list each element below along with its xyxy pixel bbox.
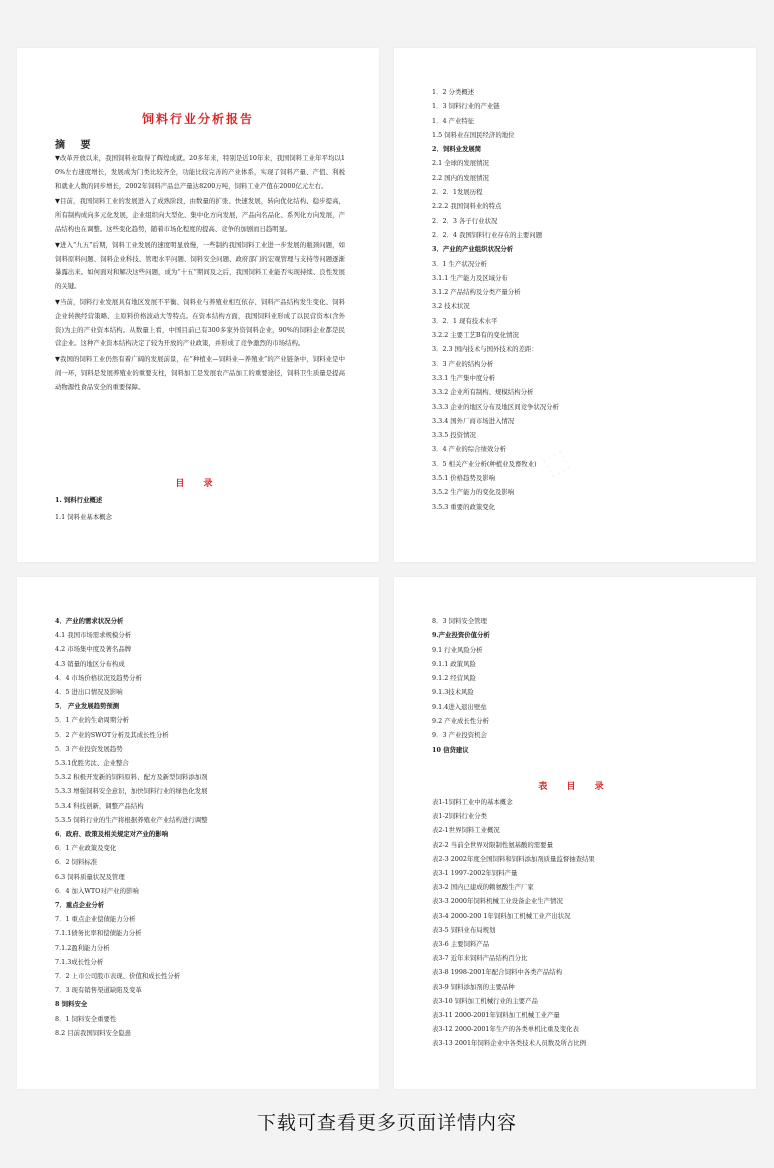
toc-item: 5.3.1优胜劣汰、企业整合 — [55, 759, 129, 768]
toc-item: 9．3 产业投资机会 — [432, 731, 487, 740]
document-page-4 — [394, 577, 756, 1089]
toc-list — [55, 614, 208, 1040]
toc-item: 10 信贷建议 — [432, 745, 469, 754]
toc-item: 5.3.4 科技创新，调整产品结构 — [55, 801, 144, 810]
toc-list — [432, 614, 490, 757]
toc-item: 9.2 产业成长性分析 — [432, 717, 489, 726]
toc-item: 9.1.2 经营风险 — [432, 674, 476, 683]
toc-item: 3.3.3 企业的地区分布及地区间竞争状况分析 — [432, 402, 559, 411]
toc-item: 5． 产业发展趋势预测 — [55, 702, 120, 711]
toc-item: 9.1.1 政策风险 — [432, 659, 476, 668]
toc-item: 5.3.2 积极开发新的饲料原料、配方及新型饲料添加剂 — [55, 773, 208, 782]
toc-item: 3.5.1 价格趋势及影响 — [432, 474, 496, 483]
toc-item: 3.5.3 重要的政策变化 — [432, 502, 496, 511]
report-title: 饲料行业分析报告 — [141, 112, 254, 126]
table-list-item: 表3-5 饲料业布局规划 — [432, 925, 496, 934]
toc-item: 4.1 我国市场需求规模分析 — [55, 631, 132, 640]
toc-item: 3.3.1 生产集中度分析 — [432, 373, 496, 382]
abstract-heading: 摘 要 — [55, 140, 97, 151]
toc-item: 9.1.4进入退出壁垒 — [432, 702, 487, 711]
toc-item: 3.3.5 投资情况 — [432, 431, 476, 440]
toc-item: 3．5 相关产业分析(种植业及畜牧业) — [432, 459, 537, 468]
toc-item: 5．3 产业投资发展趋势 — [55, 744, 123, 753]
toc-item: 1. 饲料行业概述 — [55, 496, 103, 504]
toc-item: 3．产业的产业组织状况分析 — [432, 245, 514, 254]
toc-item: 3．3 产业的结构分析 — [432, 359, 494, 368]
table-list-item: 表3-3 2000年饲料机械工业设备企业生产情况 — [432, 897, 563, 906]
abstract-paragraph: ▼进入“九五”后期，饲料工业发展的速度明显放慢，一些制约我国饲料工业进一步发展的瓶颈问题，如饲料原料问题、饲料企业科技、管理水平问题、饲料安全问题、政府部门的宏观管理与支持等问题逐渐暴露出来。如何面对和解决这些问题，成为“十五”期间及之后，我国饲料工业能否实现持续、良性发展的关键。 — [55, 240, 345, 291]
toc-item: 3.2 技术状况 — [432, 302, 470, 311]
toc-item: 9.1 行业风险分析 — [432, 645, 483, 654]
table-list-item: 表3-13 2001年饲料企业中各类技术人员数及所占比例 — [432, 1039, 587, 1048]
toc-item: 3.5.2 生产能力的变化及影响 — [432, 488, 515, 497]
toc-item: 4.2 市场集中度及著名品牌 — [55, 645, 132, 654]
table-list-item: 表3-4 2000-200 1年饲料加工机械工业产出状况 — [432, 911, 571, 920]
abstract-paragraph: ▼我国的饲料工业仍然有着广阔的发展前景，在“种植业—饲料业—养殖业”的产业链条中，饲料业是中间一环，饲料是发展养殖业的重要支柱，饲料加工是发展农产品加工的重要途径，饲料卫生质量是提高动物源性食品安全的重要保障。 — [55, 355, 345, 391]
toc-item: 6．1 产业政策及变化 — [55, 844, 117, 853]
toc-item: 4.3 销量的地区分布构成 — [55, 659, 125, 668]
table-list-item: 表3-8 1998-2001年配合饲料中各类产品结构 — [432, 968, 563, 977]
toc-item: 8 饲料安全 — [55, 1000, 88, 1009]
toc-list — [432, 85, 559, 514]
toc-item: 5.3.5 饲料行业的生产将根据养殖业产业结构进行调整 — [55, 815, 208, 824]
toc-item: 2.2.2 我国饲料业的特点 — [432, 202, 502, 211]
table-list-item: 表2-2 当前全世界对限制性氨基酸的需要量 — [432, 840, 553, 849]
toc-item: 3.3.4 国外厂商市场进入情况 — [432, 416, 515, 425]
toc-item: 3．2.3 国内技术与国外技术的差距： — [432, 345, 538, 354]
toc-item: 2．2．4 我国饲料行业存在的主要问题 — [432, 230, 543, 239]
table-list-item: 表3-6 主要饲料产品 — [432, 940, 490, 949]
toc-item: 2.1 全球的发展情况 — [432, 159, 489, 168]
toc-item: 3.2.2 主要工艺B有的变化情况 — [432, 331, 519, 340]
abstract-paragraph: ▼目前，我国饲料工业的发展进入了成熟阶段，由数量的扩张、快速发展，转向优化结构、稳步提高，所有制构成向多元化发展，企业组织向大型化、集中化方向发展，产品向名品化、系列化方向发展，产品结构也在调整。这些变化趋势，随着市场化程度的提高、竞争的加剧而日趋明显。 — [55, 197, 345, 233]
toc-item: 6．4 加入WTO对产业的影响 — [55, 886, 139, 895]
table-list-item: 表2-1世界饲料工业概况 — [432, 826, 500, 835]
toc-item: 1．4 产业特征 — [432, 116, 475, 125]
toc-item: 2．饲料业发展简 — [432, 145, 482, 154]
table-list-item: 表3-1 1997-2002年饲料产量 — [432, 869, 518, 878]
toc-item: 4．5 进出口情况及影响 — [55, 688, 123, 697]
toc-item: 4．4 市场价格状况及趋势分析 — [55, 673, 142, 682]
toc-item: 1．3 饲料行业的产业链 — [432, 102, 500, 111]
toc-item: 6．政府、政策及相关规定对产业的影响 — [55, 830, 169, 839]
toc-item: 7.1.3成长性分析 — [55, 957, 104, 966]
toc-item: 9.产业投资价值分析 — [432, 631, 490, 640]
toc-item: 7．3 现有销售渠道缺陷及变革 — [55, 986, 142, 995]
abstract-paragraph: ▼改革开放以来，我国饲料业取得了辉煌成就。20多年来，特别是近10年来，我国饲料工业年平均以10%左右速度增长，发展成为门类比较齐全，功能比较完善的产业体系，实现了饲料产量、产值、利税和就业人数的同步增长，2002年饲料产品总产量达8200万吨，饲料工业产值在2000亿元左右。 — [55, 154, 345, 190]
toc-item: 2．2．1发展历程 — [432, 188, 483, 197]
toc-item: 9.1.3技术风险 — [432, 688, 474, 697]
toc-item: 3.3.2 企业所有制构、规模结构分析 — [432, 388, 534, 397]
document-page-1 — [17, 48, 379, 562]
table-list-item: 表3-10 饲料加工机械行业的主要产品 — [432, 996, 538, 1005]
toc-item: 6.3 饲料质量状况及管理 — [55, 872, 125, 881]
toc-heading: 目 录 — [175, 479, 221, 489]
table-list-item: 表3-2 国内已建成的赖氨酸生产厂家 — [432, 883, 534, 892]
toc-item: 5．2 产业的SWOT分析及其成长性分析 — [55, 730, 169, 739]
toc-item: 8．3 饲料安全管理 — [432, 617, 487, 625]
toc-item: 1．2 分类概述 — [432, 88, 475, 96]
toc-item: 3．4 产业的综合绩效分析 — [432, 445, 507, 454]
document-page-2 — [394, 48, 756, 562]
toc-item: 1.1 饲料业基本概念 — [55, 513, 112, 521]
table-list-item: 表3-12 2000-2001年生产的各类单机比重及变化表 — [432, 1025, 579, 1034]
toc-item: 7．重点企业分析 — [55, 901, 105, 910]
toc-item: 3．1 生产状况分析 — [432, 259, 487, 268]
toc-item: 4．产业的需求状况分析 — [55, 617, 124, 625]
toc-item: 5．1 产业的生命周期分析 — [55, 716, 130, 725]
table-list-item: 表1-1饲料工业中的基本概念 — [432, 798, 513, 806]
tables-heading: 表 目 录 — [538, 782, 612, 792]
toc-item: 7．2 上市公司股市表现、价值和成长性分析 — [55, 972, 181, 981]
toc-item: 3.1.2 产品结构及分类产量分析 — [432, 288, 521, 297]
abstract-body — [55, 152, 345, 397]
table-list-item: 表3-9 饲料添加剂的主要品种 — [432, 982, 515, 991]
table-list — [432, 795, 595, 1051]
table-list-item: 表1-2饲料行业分类 — [432, 812, 488, 821]
toc-item: 7．1 重点企业偿债能力分析 — [55, 915, 136, 924]
table-list-item: 表3-7 近年来饲料产品结构百分比 — [432, 954, 528, 963]
abstract-paragraph: ▼当前，饲料行业发展具有地区发展不平衡、饲料业与养殖业相互依存、饲料产品结构发生变化、饲料企业转换经营策略、主原料价格波动大等特点。在资本结构方面，我国饲料业形成了以民营资本(含外资)为主的产业资本结构。从数量上看，中国目前已有300多家外资饲料企业，90%的饲料企业都是民营企业。这种产业资本结构决定了较为开放的产业政策，并形成了竞争激烈的市场结构。 — [55, 297, 345, 348]
document-page-3 — [17, 577, 379, 1089]
toc-item: 7.1.2盈利能力分析 — [55, 943, 110, 952]
toc-item: 8.2 目前我国饲料安全隐患 — [55, 1028, 132, 1037]
toc-item: 3.1.1 生产能力及区域分布 — [432, 273, 508, 282]
table-list-item: 表2-3 2002年度全国饲料和饲料添加剂质量监督抽查结果 — [432, 854, 595, 863]
toc-item: 5.3.3 增强饲料安全意识，加快饲料行业的绿色化发展 — [55, 787, 208, 796]
toc-item: 3．2．1 现有技术水平 — [432, 316, 498, 325]
toc-item: 1.5 饲料业在国民经济的地位 — [432, 130, 515, 139]
toc-item: 2．2．3 各子行业状况 — [432, 216, 498, 225]
footer-download-note: 下载可查看更多页面详情内容 — [256, 1112, 517, 1134]
toc-item: 8．1 饲料安全重要性 — [55, 1014, 117, 1023]
toc-item: 6．2 饲料标准 — [55, 858, 98, 867]
toc-item: 2.2 国内的发展情况 — [432, 173, 489, 182]
toc-list — [55, 492, 112, 526]
toc-item: 7.1.1债务比率和偿债能力分析 — [55, 929, 142, 938]
table-list-item: 表3-11 2000-2001年饲料加工机械工业产量 — [432, 1011, 560, 1020]
